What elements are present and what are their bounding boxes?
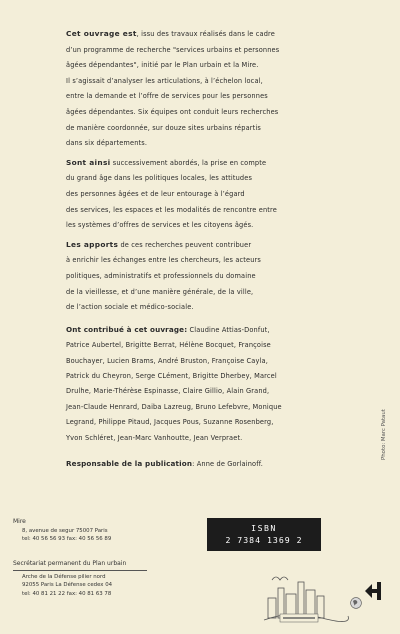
text-line: des personnes âgées et de leur entourage à l’égard [66, 189, 245, 198]
address-line: 92055 Paris La Défense cedex 04 [22, 582, 113, 589]
text-line: à enrichir les échanges entre les chercheurs, les acteurs [66, 256, 261, 265]
text-line: entre la demande et l’offre de services pour les personnes [66, 92, 268, 101]
text-line: âgées dépendantes", initié par le Plan urbain et la Mire. [66, 61, 259, 70]
paragraph-contributions [66, 237, 366, 316]
text-line: Les apports de ces recherches peuvent contribuer [66, 239, 252, 249]
lead-text: Cet ouvrage est [66, 29, 137, 38]
text-line: d’un programme de recherche "services urbains et personnes [66, 45, 280, 54]
text-line: âgées dépendantes. Six équipes ont conduit leurs recherches [66, 107, 279, 116]
globe-icon [350, 594, 362, 613]
text-line: Responsable de la publication: Anne de Gorlainoff. [66, 458, 263, 468]
text-line: Yvon Schléret, Jean-Marc Vanhoutte, Jean Verpraet. [66, 433, 243, 442]
text-line: Drulhe, Marie-Thérèse Espinasse, Claire Gillio, Alain Grand, [66, 387, 270, 396]
lead-text: Sont ainsi [66, 157, 111, 167]
text-line: Sont ainsi successivement abordés, la prise en compte [66, 157, 267, 167]
text-line: des services, les espaces et les modalités de rencontre entre [66, 205, 277, 214]
isbn-label: ISBN [251, 523, 277, 533]
lead-text: Responsable de la publication [66, 458, 193, 468]
address-plan-urbain [13, 560, 147, 598]
lead-text: Les apports [66, 239, 119, 249]
text-line: Legrand, Philippe Pitaud, Jacques Pous, Suzanne Rosenberg, [66, 418, 274, 427]
address-line: tel: 40 81 21 22 fax: 40 81 63 78 [22, 590, 112, 597]
address-title: Mire [13, 518, 26, 525]
text-line: Il s’agissait d’analyser les articulations, à l’échelon local, [66, 76, 263, 85]
address-line: 8, avenue de segur 75007 Paris [22, 527, 108, 534]
address-title: Secrétariat permanent du Plan urbain [13, 560, 127, 567]
text-line: Patrick du Cheyron, Serge CLément, Brigitte Dherbey, Marcel [66, 371, 277, 380]
publisher-logo-icon [262, 560, 350, 626]
text-line: dans six départements. [66, 139, 148, 148]
isbn-box [207, 518, 321, 551]
photo-credit: Photo: Marc Pataut [381, 409, 387, 460]
arrow-logo-icon [364, 580, 384, 606]
text-line: Ont contribué à cet ouvrage: Claudine Attias-Donfut, [66, 324, 270, 334]
text-line: les systèmes d’offres de services et les citoyens âgés. [66, 221, 254, 230]
publication-responsible [66, 456, 366, 473]
text-line: Patrice Aubertel, Brigitte Berrat, Hélène Bocquet, Françoise [66, 341, 271, 350]
text-line: de manière coordonnée, sur douze sites urbains répartis [66, 123, 261, 132]
lead-text: Ont contribué à cet ouvrage: [66, 324, 188, 334]
isbn-number: 2 7384 1369 2 [225, 535, 303, 545]
paragraph-topics [66, 155, 366, 234]
address-line: Arche de la Défense pilier nord [22, 573, 106, 580]
text-line: Cet ouvrage est, issu des travaux réalisés dans le cadre [66, 29, 275, 38]
text-line: de la vieillesse, et d’une manière générale, de la ville, [66, 287, 254, 296]
text-line: Bouchayer, Lucien Brams, André Bruston, Françoise Cayla, [66, 356, 268, 365]
paragraph-intro [66, 26, 366, 152]
divider [13, 570, 147, 571]
text-line: de l’action sociale et médico-sociale. [66, 303, 194, 312]
address-mire [13, 518, 111, 544]
contributors-list [66, 322, 366, 446]
text-line: Jean-Claude Henrard, Daiba Lazreug, Bruno Lefebvre, Monique [66, 402, 282, 411]
back-cover-text [66, 26, 366, 476]
text-line: du grand âge dans les politiques locales, les attitudes [66, 174, 253, 183]
text-line: politiques, administratifs et professionnels du domaine [66, 271, 256, 280]
address-line: tel: 40 56 56 93 fax: 40 56 56 89 [22, 536, 112, 543]
